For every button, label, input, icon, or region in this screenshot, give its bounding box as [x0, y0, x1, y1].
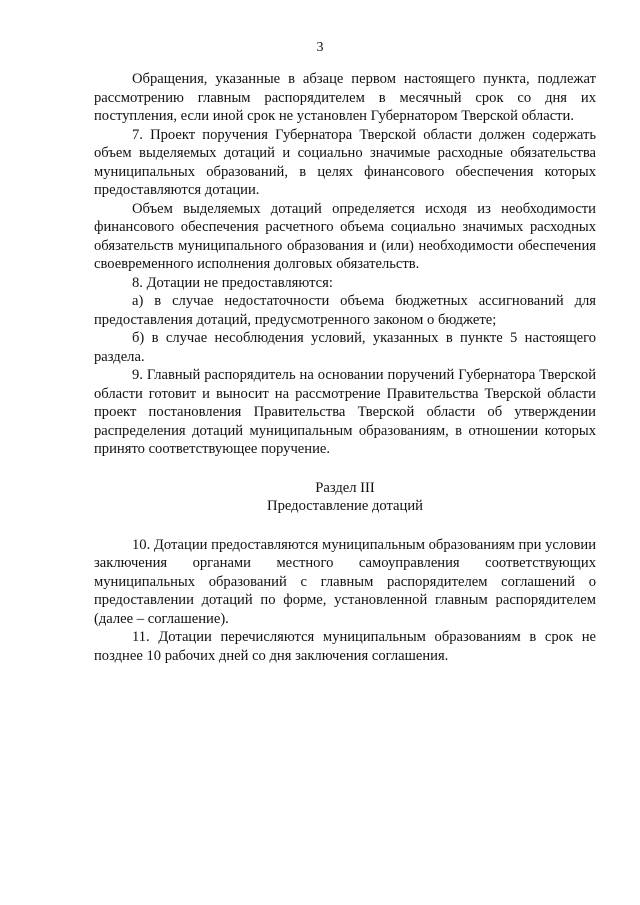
paragraph-appeals-review: Обращения, указанные в абзаце первом настоящего пункта, подлежат рассмотрению главным распорядителем в месячный срок со дня их поступления, если иной срок не установлен Губернатором Тверской области.	[94, 71, 596, 124]
paragraph-item-9: 9. Главный распорядитель на основании поручений Губернатора Тверской области готовит и выносит на рассмотрение Правительства Тверской области проект постановления Правительства Тверской области об утверждении распределения дотаций муниципальным образованиям, в отношении которых принято соответствующее поручение.	[94, 367, 596, 457]
section-label: Раздел III	[315, 479, 375, 496]
document-body	[94, 70, 596, 665]
paragraph-subsidy-volume: Объем выделяемых дотаций определяется исходя из необходимости финансового обеспечения расчетного объема социально значимых расходных обязательств муниципального образования и (или) необходимости обеспечения своевременного исполнения долговых обязательств.	[94, 200, 596, 272]
paragraph-item-8a: а) в случае недостаточности объема бюджетных ассигнований для предоставления дотаций, предусмотренного законом о бюджете;	[94, 293, 596, 328]
page-number: 3	[316, 40, 324, 55]
paragraph-item-8: 8. Дотации не предоставляются:	[132, 274, 333, 291]
section-title: Предоставление дотаций	[267, 498, 423, 514]
section-heading	[94, 479, 596, 516]
paragraph-item-10: 10. Дотации предоставляются муниципальным образованиям при условии заключения органами местного самоуправления соответствующих муниципальных образований с главным распорядителем соглашений о предоставлении дотаций по форме, установленной главным распорядителем (далее – соглашение).	[94, 536, 596, 627]
paragraph-item-11: 11. Дотации перечисляются муниципальным образованиям в срок не позднее 10 рабочих дней со дня заключения соглашения.	[94, 629, 596, 664]
paragraph-item-8b: б) в случае несоблюдения условий, указанных в пункте 5 настоящего раздела.	[94, 330, 596, 365]
paragraph-item-7: 7. Проект поручения Губернатора Тверской области должен содержать объем выделяемых дотаций и социально значимые расходные обязательства муниципальных образований, в целях финансового обеспечения которых предоставляются дотации.	[94, 126, 596, 198]
